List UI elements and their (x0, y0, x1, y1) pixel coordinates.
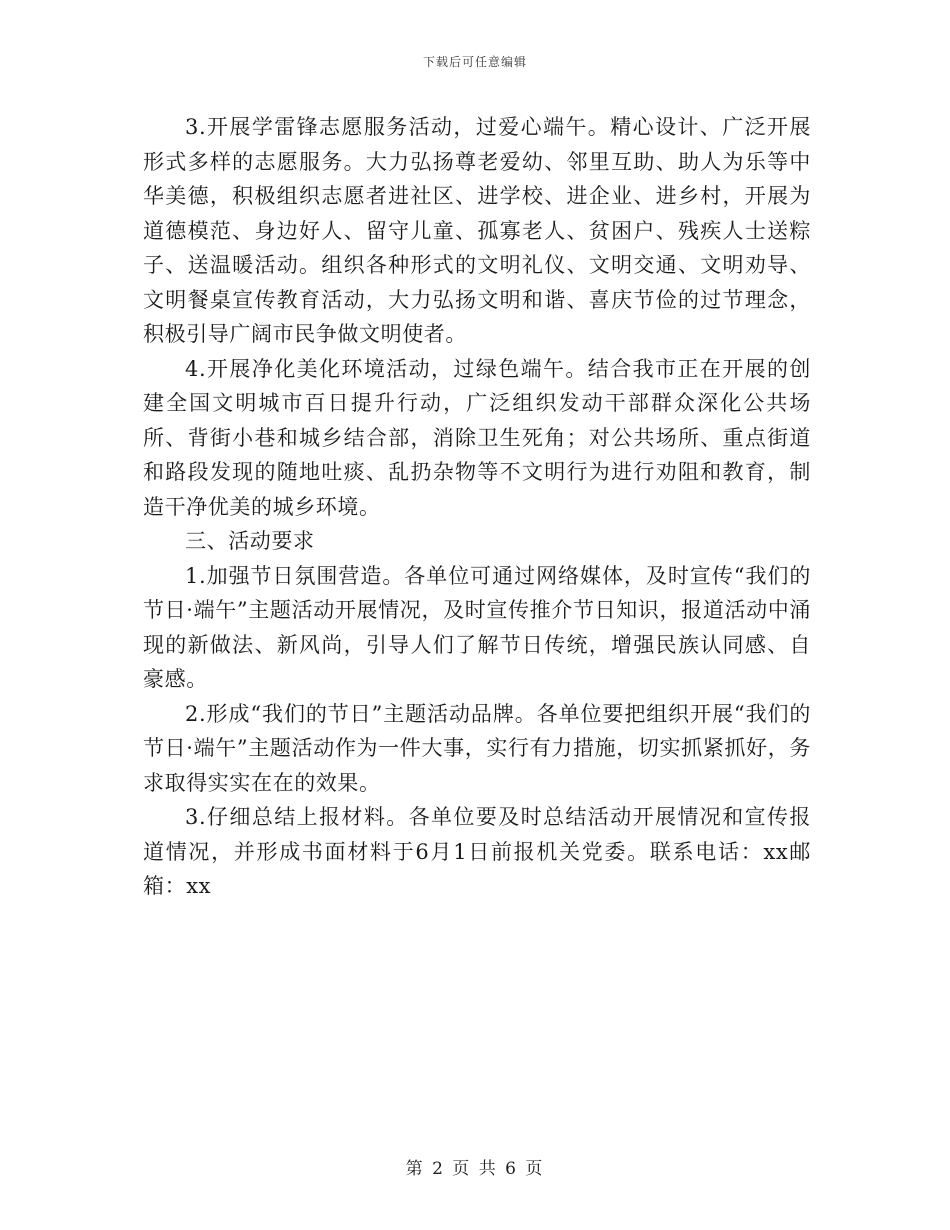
paragraph-report-materials: 3.仔细总结上报材料。各单位要及时总结活动开展情况和宣传报道情况，并形成书面材料于6月1日前报机关党委。联系电话：xx邮箱：xx (143, 805, 811, 898)
paragraph-environment-activity: 4.开展净化美化环境活动，过绿色端午。结合我市正在开展的创建全国文明城市百日提升行动，广泛组织发动干部群众深化公共场所、背街小巷和城乡结合部，消除卫生死角；对公共场所、重点街道和路段发现的随地吐痰、乱扔杂物等不文明行为进行劝阻和教育，制造干净优美的城乡环境。 (143, 356, 811, 519)
paragraph-brand: 2.形成“我们的节日”主题活动品牌。各单位要把组织开展“我们的节日·端午”主题活动作为一件大事，实行有力措施，切实抓紧抓好，务求取得实实在在的效果。 (143, 701, 811, 795)
paragraph-volunteer-service: 3.开展学雷锋志愿服务活动，过爱心端午。精心设计、广泛开展形式多样的志愿服务。大力弘扬尊老爱幼、邻里互助、助人为乐等中华美德，积极组织志愿者进社区、进学校、进企业、进乡村，开展为道德模范、身边好人、留守儿童、孤寡老人、贫困户、残疾人士送粽子、送温暖活动。组织各种形式的文明礼仪、文明交通、文明劝导、文明餐桌宣传教育活动，大力弘扬文明和谐、喜庆节俭的过节理念，积极引导广阔市民争做文明使者。 (143, 115, 811, 346)
document-body (143, 110, 811, 904)
page-number-footer: 第 2 页 共 6 页 (405, 1159, 545, 1179)
page-header-note: 下载后可任意编辑 (422, 55, 527, 69)
paragraph-atmosphere: 1.加强节日氛围营造。各单位可通过网络媒体，及时宣传“我们的节日·端午”主题活动开展情况，及时宣传推介节日知识，报道活动中涌现的新做法、新风尚，引导人们了解节日传统，增强民族认同感、自豪感。 (143, 563, 811, 691)
section-heading-requirements: 三、活动要求 (185, 529, 315, 553)
